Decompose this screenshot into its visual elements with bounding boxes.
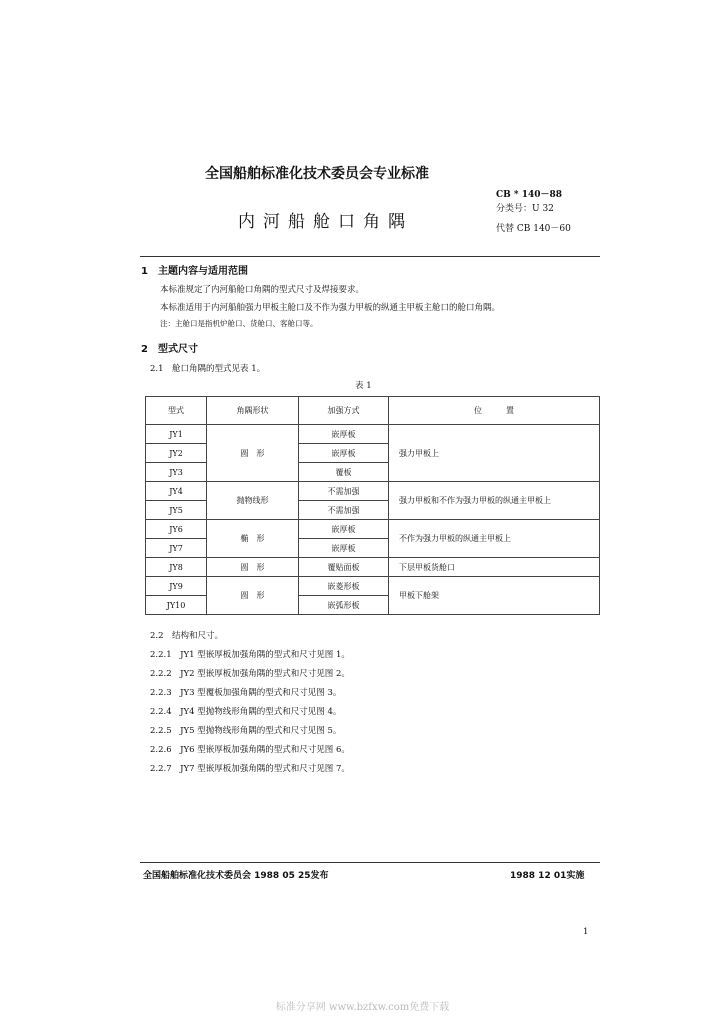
position-cell: 不作为强力甲板的纵通主甲板上 [389, 520, 600, 558]
clause: 2.2.3 JY3 型覆板加强角隅的型式和尺寸见图 3。 [150, 688, 342, 698]
header-cell: 型式 [146, 397, 207, 425]
clause: 2.2.5 JY5 型抛物线形角隅的型式和尺寸见图 5。 [150, 726, 342, 736]
note: 注：主舱口是指机炉舱口、货舱口、客舱口等。 [160, 319, 318, 328]
shape-cell: 椭 形 [207, 520, 299, 558]
position-cell: 下层甲板货舱口 [389, 558, 600, 577]
divider [140, 862, 600, 863]
table-caption: 表 1 [355, 381, 372, 391]
shape-cell: 抛物线形 [207, 482, 299, 520]
method-cell: 嵌厚板 [299, 520, 389, 539]
type-cell: JY2 [146, 444, 207, 463]
method-cell: 嵌厚板 [299, 425, 389, 444]
class-number: 分类号：U 32 [496, 204, 554, 214]
type-cell: JY5 [146, 501, 207, 520]
document-title: 内河船舱口角隅 [238, 212, 413, 232]
type-cell: JY8 [146, 558, 207, 577]
section-1-title: 1 主题内容与适用范围 [141, 266, 248, 277]
method-cell: 覆贴面板 [299, 558, 389, 577]
shape-cell: 圆 形 [207, 558, 299, 577]
clause: 2.2.2 JY2 型嵌厚板加强角隅的型式和尺寸见图 2。 [150, 669, 350, 679]
shape-cell: 圆 形 [207, 577, 299, 615]
watermark: 标准分享网 www.bzfxw.com免费下载 [275, 1002, 450, 1013]
method-cell: 不需加强 [299, 482, 389, 501]
position-cell: 甲板下舱架 [389, 577, 600, 615]
method-cell: 不需加强 [299, 501, 389, 520]
clause: 2.2.1 JY1 型嵌厚板加强角隅的型式和尺寸见图 1。 [150, 650, 350, 660]
header-cell: 角隅形状 [207, 397, 299, 425]
type-cell: JY1 [146, 425, 207, 444]
paragraph: 2.1 舱口角隅的型式见表 1。 [150, 364, 266, 374]
method-cell: 覆板 [299, 463, 389, 482]
header-cell: 加强方式 [299, 397, 389, 425]
issuing-organization: 全国船舶标准化技术委员会专业标准 [205, 166, 429, 182]
type-cell: JY7 [146, 539, 207, 558]
method-cell: 嵌厚板 [299, 444, 389, 463]
paragraph: 本标准规定了内河船舱口角隅的型式尺寸及焊接要求。 [160, 285, 365, 295]
effective-date: 1988 12 01实施 [510, 871, 585, 881]
position-cell: 强力甲板上 [389, 425, 600, 482]
corner-type-table [145, 396, 600, 615]
paragraph: 本标准适用于内河船舶强力甲板主舱口及不作为强力甲板的纵通主甲板主舱口的舱口角隅。 [160, 303, 501, 313]
type-cell: JY10 [146, 596, 207, 615]
replaces: 代替 CB 140－60 [496, 224, 571, 234]
type-cell: JY6 [146, 520, 207, 539]
type-cell: JY4 [146, 482, 207, 501]
method-cell: 嵌弧形板 [299, 596, 389, 615]
shape-cell: 圆 形 [207, 425, 299, 482]
method-cell: 嵌厚板 [299, 539, 389, 558]
divider [140, 256, 600, 257]
method-cell: 嵌菱形板 [299, 577, 389, 596]
standard-code: CB * 140－88 [496, 190, 563, 200]
clause: 2.2.6 JY6 型嵌厚板加强角隅的型式和尺寸见图 6。 [150, 745, 350, 755]
type-cell: JY9 [146, 577, 207, 596]
page-number: 1 [583, 927, 589, 937]
type-cell: JY3 [146, 463, 207, 482]
header-cell: 位 置 [389, 397, 600, 425]
position-cell: 强力甲板和不作为强力甲板的纵通主甲板上 [389, 482, 600, 520]
section-2-title: 2 型式尺寸 [141, 344, 198, 355]
clause: 2.2 结构和尺寸。 [150, 631, 224, 641]
clause: 2.2.4 JY4 型抛物线形角隅的型式和尺寸见图 4。 [150, 707, 342, 717]
clause: 2.2.7 JY7 型嵌厚板加强角隅的型式和尺寸见图 7。 [150, 764, 350, 774]
issue-date: 全国船舶标准化技术委员会 1988 05 25发布 [143, 871, 329, 881]
